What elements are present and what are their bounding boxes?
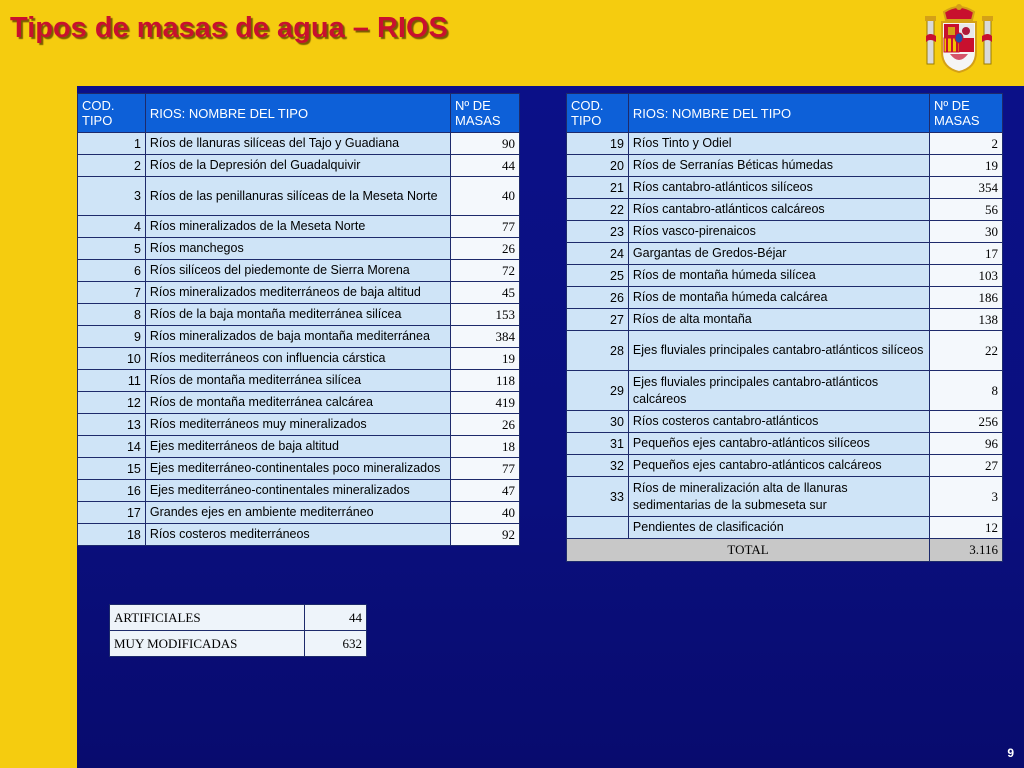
cell-name: Ríos de montaña húmeda calcárea [628, 287, 929, 309]
cell-name: Ríos de la baja montaña mediterránea silícea [145, 304, 450, 326]
cell-count: 26 [451, 414, 520, 436]
cell-name: Pendientes de clasificación [628, 517, 929, 539]
river-types-table-left [77, 93, 520, 546]
cell-code: 1 [78, 133, 146, 155]
cell-code: 30 [567, 411, 629, 433]
cell-code: 21 [567, 177, 629, 199]
cell-name: Pequeños ejes cantabro-atlánticos calcáreos [628, 455, 929, 477]
table-row [78, 480, 520, 502]
cell-name: Ríos cantabro-atlánticos calcáreos [628, 199, 929, 221]
cell-count: 26 [451, 238, 520, 260]
header-count: Nº DE MASAS [930, 94, 1003, 133]
table-row [567, 433, 1003, 455]
table-row [78, 414, 520, 436]
page-title: Tipos de masas de agua – RIOS [10, 12, 448, 44]
cell-count: 18 [451, 436, 520, 458]
cell-name: Ríos de montaña húmeda silícea [628, 265, 929, 287]
cell-count: 19 [451, 348, 520, 370]
header-count: Nº DE MASAS [451, 94, 520, 133]
table-row [110, 631, 367, 657]
cell-code: 7 [78, 282, 146, 304]
cell-name: Gargantas de Gredos-Béjar [628, 243, 929, 265]
cell-label: MUY MODIFICADAS [110, 631, 305, 657]
cell-count: 40 [451, 502, 520, 524]
header-code: COD. TIPO [78, 94, 146, 133]
cell-count: 56 [930, 199, 1003, 221]
table-row [78, 436, 520, 458]
cell-count: 118 [451, 370, 520, 392]
cell-count: 8 [930, 371, 1003, 411]
cell-code: 23 [567, 221, 629, 243]
spain-coat-of-arms-icon [924, 2, 994, 74]
cell-code: 10 [78, 348, 146, 370]
cell-name: Ejes mediterráneo-continentales mineralizados [145, 480, 450, 502]
header-code: COD. TIPO [567, 94, 629, 133]
cell-code: 11 [78, 370, 146, 392]
cell-count: 77 [451, 216, 520, 238]
table-row [78, 133, 520, 155]
cell-code: 8 [78, 304, 146, 326]
cell-count: 45 [451, 282, 520, 304]
cell-name: Ríos mineralizados mediterráneos de baja altitud [145, 282, 450, 304]
cell-count: 90 [451, 133, 520, 155]
cell-code: 3 [78, 177, 146, 216]
table-row [567, 155, 1003, 177]
table-row [567, 331, 1003, 371]
cell-name: Grandes ejes en ambiente mediterráneo [145, 502, 450, 524]
page-number: 9 [1007, 746, 1014, 760]
table-header [78, 94, 520, 133]
cell-code: 16 [78, 480, 146, 502]
cell-name: Ríos mediterráneos con influencia cárstica [145, 348, 450, 370]
modified-water-bodies-table [109, 604, 367, 657]
table-row [78, 260, 520, 282]
cell-count: 40 [451, 177, 520, 216]
total-count: 3.116 [930, 539, 1003, 562]
cell-code: 25 [567, 265, 629, 287]
cell-code: 15 [78, 458, 146, 480]
cell-count: 19 [930, 155, 1003, 177]
cell-code: 13 [78, 414, 146, 436]
cell-code: 31 [567, 433, 629, 455]
table-row [567, 411, 1003, 433]
table-row [567, 371, 1003, 411]
cell-name: Ríos de Serranías Béticas húmedas [628, 155, 929, 177]
cell-code: 14 [78, 436, 146, 458]
table-row [78, 216, 520, 238]
table-row [78, 326, 520, 348]
cell-count: 138 [930, 309, 1003, 331]
cell-count: 27 [930, 455, 1003, 477]
cell-name: Ríos mediterráneos muy mineralizados [145, 414, 450, 436]
table-row [78, 304, 520, 326]
cell-code: 26 [567, 287, 629, 309]
cell-code: 4 [78, 216, 146, 238]
cell-name: Ríos de la Depresión del Guadalquivir [145, 155, 450, 177]
cell-name: Ríos costeros cantabro-atlánticos [628, 411, 929, 433]
table-row [78, 238, 520, 260]
cell-name: Ejes fluviales principales cantabro-atlánticos silíceos [628, 331, 929, 371]
cell-code: 29 [567, 371, 629, 411]
table-row [78, 177, 520, 216]
cell-code: 9 [78, 326, 146, 348]
table-row [567, 133, 1003, 155]
cell-code: 22 [567, 199, 629, 221]
cell-code: 19 [567, 133, 629, 155]
cell-count: 3 [930, 477, 1003, 517]
cell-count: 72 [451, 260, 520, 282]
cell-code: 12 [78, 392, 146, 414]
cell-count: 384 [451, 326, 520, 348]
cell-name: Ríos de mineralización alta de llanuras sedimentarias de la submeseta sur [628, 477, 929, 517]
cell-code [567, 517, 629, 539]
table-row [78, 392, 520, 414]
table-row [78, 348, 520, 370]
cell-count: 44 [305, 605, 367, 631]
cell-count: 22 [930, 331, 1003, 371]
header-name: RIOS: NOMBRE DEL TIPO [145, 94, 450, 133]
table-row [567, 309, 1003, 331]
cell-name: Ríos manchegos [145, 238, 450, 260]
cell-code: 6 [78, 260, 146, 282]
cell-count: 2 [930, 133, 1003, 155]
cell-count: 17 [930, 243, 1003, 265]
cell-name: Ejes mediterráneos de baja altitud [145, 436, 450, 458]
table-row [78, 458, 520, 480]
cell-name: Ríos de llanuras silíceas del Tajo y Guadiana [145, 133, 450, 155]
table-row [567, 517, 1003, 539]
table-row [567, 199, 1003, 221]
cell-code: 18 [78, 524, 146, 546]
cell-name: Ríos cantabro-atlánticos silíceos [628, 177, 929, 199]
cell-count: 44 [451, 155, 520, 177]
cell-count: 12 [930, 517, 1003, 539]
cell-name: Pequeños ejes cantabro-atlánticos silíceos [628, 433, 929, 455]
table-header [567, 94, 1003, 133]
table-row [567, 243, 1003, 265]
cell-code: 5 [78, 238, 146, 260]
cell-count: 77 [451, 458, 520, 480]
cell-count: 96 [930, 433, 1003, 455]
table-row [567, 455, 1003, 477]
cell-count: 47 [451, 480, 520, 502]
cell-count: 153 [451, 304, 520, 326]
cell-label: ARTIFICIALES [110, 605, 305, 631]
cell-name: Ejes fluviales principales cantabro-atlánticos calcáreos [628, 371, 929, 411]
total-label: TOTAL [567, 539, 930, 562]
table-row [78, 524, 520, 546]
cell-count: 92 [451, 524, 520, 546]
cell-count: 30 [930, 221, 1003, 243]
table-row [78, 155, 520, 177]
cell-code: 33 [567, 477, 629, 517]
cell-code: 28 [567, 331, 629, 371]
cell-name: Ríos mineralizados de baja montaña mediterránea [145, 326, 450, 348]
cell-name: Ríos de montaña mediterránea calcárea [145, 392, 450, 414]
total-row [567, 539, 1003, 562]
cell-name: Ríos de montaña mediterránea silícea [145, 370, 450, 392]
header-name: RIOS: NOMBRE DEL TIPO [628, 94, 929, 133]
cell-code: 20 [567, 155, 629, 177]
table-row [567, 221, 1003, 243]
cell-count: 186 [930, 287, 1003, 309]
table-row [567, 265, 1003, 287]
table-row [78, 282, 520, 304]
cell-count: 103 [930, 265, 1003, 287]
river-types-table-right [566, 93, 1003, 562]
cell-name: Ríos mineralizados de la Meseta Norte [145, 216, 450, 238]
table-row [567, 287, 1003, 309]
cell-count: 354 [930, 177, 1003, 199]
cell-count: 419 [451, 392, 520, 414]
cell-name: Ejes mediterráneo-continentales poco mineralizados [145, 458, 450, 480]
cell-code: 32 [567, 455, 629, 477]
cell-count: 632 [305, 631, 367, 657]
cell-code: 27 [567, 309, 629, 331]
cell-code: 24 [567, 243, 629, 265]
table-row [567, 177, 1003, 199]
cell-name: Ríos costeros mediterráneos [145, 524, 450, 546]
cell-count: 256 [930, 411, 1003, 433]
table-row [78, 502, 520, 524]
table-row [567, 477, 1003, 517]
cell-name: Ríos silíceos del piedemonte de Sierra Morena [145, 260, 450, 282]
cell-code: 17 [78, 502, 146, 524]
cell-name: Ríos de las penillanuras silíceas de la Meseta Norte [145, 177, 450, 216]
cell-name: Ríos Tinto y Odiel [628, 133, 929, 155]
table-row [110, 605, 367, 631]
table-row [78, 370, 520, 392]
cell-name: Ríos de alta montaña [628, 309, 929, 331]
cell-name: Ríos vasco-pirenaicos [628, 221, 929, 243]
cell-code: 2 [78, 155, 146, 177]
